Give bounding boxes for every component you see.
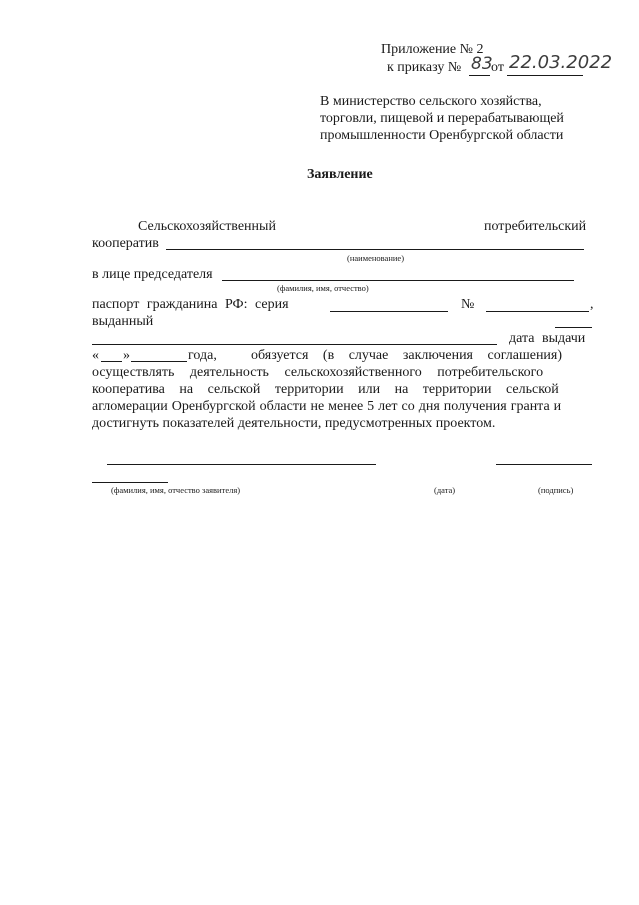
addressee-line-1: В министерство сельского хозяйства, — [320, 94, 542, 109]
quote-close: » — [123, 348, 130, 363]
date-short-line — [92, 482, 168, 483]
signature-line — [496, 464, 592, 465]
document-title: Заявление — [307, 167, 373, 182]
passport-label: паспорт гражданина РФ: серия — [92, 297, 289, 312]
issue-date-label: дата выдачи — [509, 331, 586, 346]
quote-open: « — [92, 348, 99, 363]
day-line — [101, 361, 122, 362]
word-agricultural: Сельскохозяйственный — [138, 219, 276, 234]
obligation-line-1: обязуется (в случае заключения соглашения) — [251, 348, 563, 363]
passport-comma: , — [590, 297, 594, 312]
caption-date: (дата) — [434, 485, 456, 495]
caption-fio: (фамилия, имя, отчество) — [277, 283, 369, 293]
passport-series-line — [330, 311, 448, 312]
obligation-line-2: осуществлять деятельность сельскохозяйственного потребительского — [92, 365, 544, 380]
caption-name: (наименование) — [347, 253, 405, 263]
month-line — [131, 361, 187, 362]
obligation-line-4: агломерации Оренбургской области не менее 5 лет со дня получения гранта и — [92, 399, 562, 414]
word-cooperative: кооператив — [92, 236, 159, 251]
order-prefix: к приказу № — [387, 60, 462, 75]
applicant-name-line — [107, 464, 376, 465]
order-number-line — [469, 75, 490, 76]
appendix-label: Приложение № 2 — [381, 42, 484, 57]
passport-number-sign: № — [461, 297, 475, 312]
passport-number-line — [486, 311, 589, 312]
addressee-line-2: торговли, пищевой и перерабатывающей — [320, 111, 564, 126]
order-date-handwritten: 22.03.2022 — [509, 52, 613, 73]
issued-short-line — [555, 327, 592, 328]
obligation-line-5: достигнуть показателей деятельности, предусмотренных проектом. — [92, 416, 496, 431]
order-number-handwritten: 83 — [471, 54, 493, 74]
order-date-line — [507, 75, 583, 76]
addressee-line-3: промышленности Оренбургской области — [320, 128, 564, 143]
obligation-line-3: кооператива на сельской территории или на территории сельской — [92, 382, 559, 397]
word-consumer: потребительский — [484, 219, 587, 234]
issued-label: выданный — [92, 314, 154, 329]
year-word: года, — [188, 348, 217, 363]
chairman-label: в лице председателя — [92, 267, 213, 282]
issued-by-line — [92, 344, 497, 345]
chairman-name-line — [222, 280, 574, 281]
caption-applicant: (фамилия, имя, отчество заявителя) — [111, 485, 241, 495]
order-from: от — [491, 60, 504, 75]
caption-signature: (подпись) — [538, 485, 574, 495]
cooperative-name-line — [166, 249, 584, 250]
